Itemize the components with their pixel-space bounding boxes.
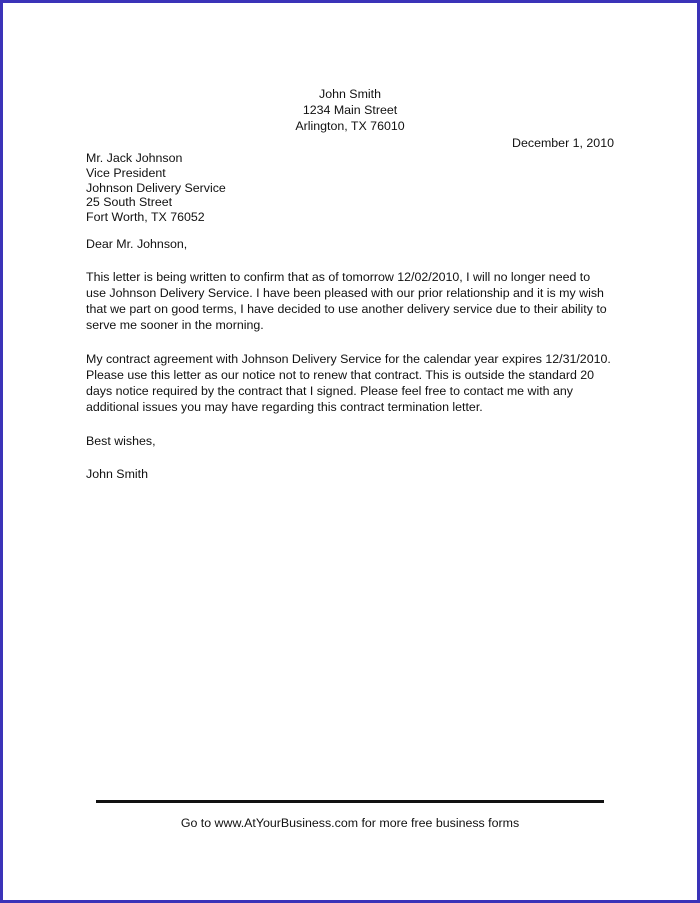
recipient-street: 25 South Street bbox=[86, 195, 173, 210]
sender-city-state-zip: Arlington, TX 76010 bbox=[295, 119, 405, 133]
recipient-company: Johnson Delivery Service bbox=[86, 180, 226, 195]
recipient-title: Vice President bbox=[86, 165, 166, 180]
recipient-address bbox=[86, 151, 226, 225]
salutation: Dear Mr. Johnson, bbox=[86, 237, 188, 251]
letter-date: December 1, 2010 bbox=[512, 136, 614, 150]
paragraph-line: serve me sooner in the morning. bbox=[86, 318, 264, 332]
paragraph-line: additional issues you may have regarding this contract termination letter. bbox=[86, 400, 483, 414]
recipient-city-state-zip: Fort Worth, TX 76052 bbox=[86, 210, 205, 225]
body-paragraph-1 bbox=[86, 269, 626, 333]
recipient-name: Mr. Jack Johnson bbox=[86, 151, 183, 165]
footer-link-text: Go to www.AtYourBusiness.com for more free business forms bbox=[180, 816, 520, 830]
sender-name: John Smith bbox=[319, 87, 381, 101]
closing: Best wishes, bbox=[86, 434, 156, 448]
signature-name: John Smith bbox=[86, 467, 148, 481]
paragraph-line: My contract agreement with Johnson Delivery Service for the calendar year expires 12/31/2010. bbox=[86, 352, 611, 366]
paragraph-line: use Johnson Delivery Service. I have been pleased with our prior relationship and it is my wish bbox=[86, 286, 604, 300]
sender-street: 1234 Main Street bbox=[302, 103, 398, 117]
footer-divider bbox=[96, 800, 604, 803]
body-paragraph-2 bbox=[86, 351, 626, 415]
paragraph-line: This letter is being written to confirm that as of tomorrow 12/02/2010, I will no longer need to bbox=[86, 270, 591, 284]
sender-address bbox=[0, 86, 700, 134]
paragraph-line: days notice required by the contract that I signed. Please feel free to contact me with any bbox=[86, 384, 573, 398]
paragraph-line: that we part on good terms, I have decided to use another delivery service due to their ability to bbox=[86, 302, 607, 316]
paragraph-line: Please use this letter as our notice not to renew that contract. This is outside the standard 20 bbox=[86, 368, 595, 382]
